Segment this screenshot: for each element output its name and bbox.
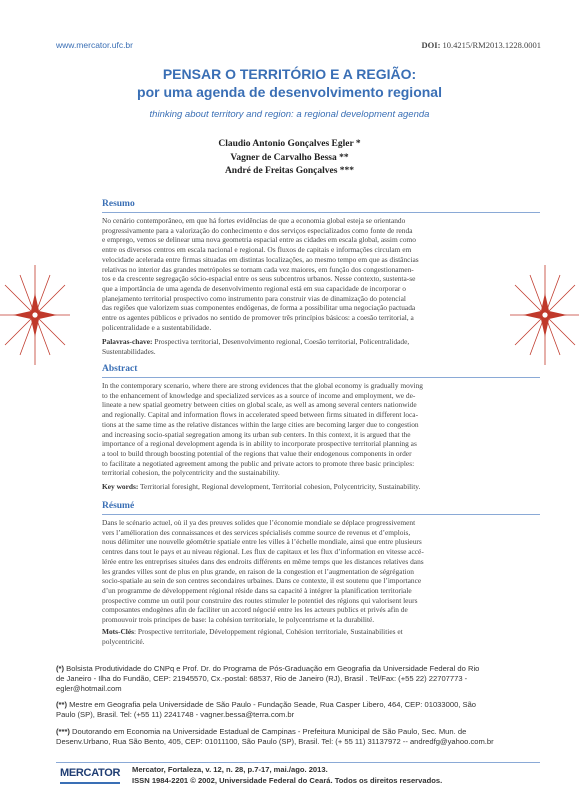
footnote-3: [56, 727, 540, 747]
journal-issn: ISSN 1984-2201 © 2002, Universidade Federal do Ceará. Todos os direitos reservados.: [132, 775, 443, 785]
author-1: Claudio Antonio Gonçalves Egler *: [218, 139, 361, 149]
resume-line: Dans le scénario actuel, où il ya des preuves solides que l’économie mondiale se déplace progressivement: [102, 518, 416, 527]
logo-bar: [60, 782, 120, 784]
resume-line: nous délimiter une nouvelle géométrie spatiale entre les villes à l’échelle mondiale, ainsi que entre plusieurs: [102, 537, 422, 547]
doi-value[interactable]: 10.4215/RM2013.1228.0001: [442, 40, 541, 50]
keywords-text: Prospectiva territorial, Desenvolvimento regional, Coesão territorial, Policentralidade,: [152, 337, 410, 346]
footnote-mark: (**): [56, 700, 67, 709]
resumo-heading: Resumo: [102, 199, 135, 209]
title-line-2: por uma agenda de desenvolvimento regional: [137, 84, 442, 100]
footnote-mark: (*): [56, 664, 65, 673]
footnote-1: [56, 664, 540, 695]
journal-info: [132, 765, 442, 786]
footnote-mark: (***): [56, 727, 70, 736]
footnote-text: Bolsista Produtividade do CNPq e Prof. Dr. do Programa de Pós-Graduação em Geografia da Universidade Federal do Rio: [64, 664, 480, 673]
resume-rule: [102, 514, 540, 515]
resume-line: lérée entre les entreprises situées dans des endroits différents en même temps que les distances relatives dans: [102, 556, 424, 566]
abstract-line: lineate a new spatial geometry between cities on global scale, as well as among several centers nationwide: [102, 400, 417, 410]
authors: [0, 138, 579, 179]
author-3: André de Freitas Gonçalves ***: [224, 166, 355, 176]
abstract-rule: [102, 377, 540, 378]
resumo-line: policentralidade e a sustentabilidade.: [102, 322, 212, 332]
abstract-line: to the enhancement of knowledge and specialized services as a source of income and employment, we de-: [102, 390, 416, 400]
resume-keywords: [102, 627, 540, 646]
resume-line: composantes endogènes afin de faciliter un accord négocié entre les les acteurs publics et privés afin de: [102, 605, 408, 615]
compass-rose-left-icon: [0, 255, 70, 375]
resumo-line: entre os diversos centros em escala nacional e regional. Os fluxos de capitais e informações circulam em: [102, 245, 412, 255]
abstract-body: [102, 381, 540, 478]
resume-line: centres dans tout le pays et au niveau régional. Les flux de capitaux et les flux d’information en vitesse accé-: [102, 547, 424, 557]
doi: [422, 40, 541, 50]
resume-line: d’un programme de développement régional réside dans sa capacité à intégrer la planification territoriale: [102, 585, 412, 595]
resumo-line: e emprego, vemos se delinear uma nova geometria espacial entre as cidades em escala global, assim como: [102, 235, 416, 245]
resumo-line: planejamento territorial prospectivo como instrumento para construir vias de dinamização do potencial: [102, 293, 406, 303]
footnote-text: de Janeiro - Ilha do Fundão, CEP: 21945570, Cx.-postal: 68537, Rio de Janeiro (RJ), Brasil . Tel/Fax: (+55 22) 22707773 -: [56, 674, 468, 684]
abstract-line: to facilitate a negotiated agreement among the public and private actors to promote three basic principles:: [102, 458, 415, 468]
resumo-line: No cenário contemporâneo, em que há fortes evidências de que a economia global esteja se orientando: [102, 216, 406, 225]
abstract-line: In the contemporary scenario, where there are strong evidences that the global economy is gradually moving: [102, 381, 423, 390]
resumo-body: [102, 216, 540, 332]
journal-citation: Mercator, Fortaleza, v. 12, n. 28, p.7-17, mai./ago. 2013.: [132, 765, 328, 774]
abstract-line: and increasing socio-spatial segregation among its urban sub centers. In this context, it is argued that the: [102, 429, 411, 439]
abstract-line: territorial cohesion, the polycentricity and the sustainability.: [102, 468, 280, 478]
resumo-line: das regiões que valorizem suas componentes endógenas, de forma a possibilitar uma negociação pactuada: [102, 303, 416, 313]
journal-url[interactable]: www.mercator.ufc.br: [56, 40, 133, 50]
keywords-text: : Prospective territoriale, Développement régional, Cohésion territoriale, Sustainabilities et: [134, 627, 403, 636]
resume-line: promouvoir trois principes de base: la cohésion territoriale, le polycentrisme et la durabilité.: [102, 615, 375, 625]
footnote-email[interactable]: egler@hotmail.com: [56, 684, 122, 694]
footer-rule: [56, 762, 540, 763]
resume-line: les grandes villes sont de plus en plus grande, en raison de la congestion et l’augmentation de ségrégation: [102, 566, 414, 576]
keywords-text: polycentricité.: [102, 636, 145, 646]
keywords-text: Sustentabilidades.: [102, 346, 156, 356]
resumo-rule: [102, 212, 540, 213]
resumo-line: progressivamente para a valorização do conhecimento e dos serviços especializados como fonte de renda: [102, 225, 413, 235]
footnote-text: Desenv.Urbano, Rua São Bento, 405, CEP: 01011100, São Paulo (SP), Brasil. Tel: (+ 55 11) 31137972 -- andredfg@yahoo.com.br: [56, 737, 494, 747]
abstract-line: importance of a regional development agenda is in ability to incorporate prospective territorial planning as: [102, 439, 417, 449]
resume-heading: Résumé: [102, 501, 135, 511]
mercator-logo: [56, 764, 124, 786]
resumo-line: velocidade acelerada entre firmas situadas em distintas localizações, ao mesmo tempo em que as distâncias: [102, 254, 419, 264]
resumo-line: relativas no interior das grandes metrópoles se tornam cada vez maiores, em função dos congestionamen-: [102, 264, 414, 274]
keywords-label: Mots-Clés: [102, 627, 135, 636]
footnote-2: [56, 700, 540, 720]
abstract-keywords: [102, 482, 540, 492]
keywords-label: Palavras-chave:: [102, 337, 153, 346]
resumo-line: entre os agentes públicos e privados no sentido de promover três princípios básicos: a coesão territorial, a: [102, 313, 414, 323]
footnote-text: Mestre em Geografia pela Universidade de São Paulo - Fundação Seade, Rua Casper Libero, 464, CEP: 01033000, São: [66, 700, 477, 709]
english-title: thinking about territory and region: a regional development agenda: [149, 109, 430, 120]
resume-line: vers l’amélioration des connaissances et des services spécialisés comme source de revenus et d’emplois,: [102, 527, 411, 537]
abstract-line: a tool to build through boosting potential of the regions that value their endogenous components in order: [102, 448, 412, 458]
logo-text: MERCATOR: [60, 767, 121, 779]
resumo-keywords: [102, 337, 540, 356]
footnote-text: Doutorando em Economia na Universidade Estadual de Campinas - Prefeitura Municipal de São Paulo, Sec. Mun. de: [69, 727, 467, 736]
keywords-label: Key words:: [102, 482, 139, 491]
resume-line: prospective comme un outil pour construire des routes stimuler le potentiel des régions qui valorisent leurs: [102, 595, 418, 605]
resume-body: [102, 518, 540, 625]
title-line-1: PENSAR O TERRITÓRIO E A REGIÃO:: [162, 66, 417, 82]
keywords-text: Territorial foresight, Regional development, Territorial cohesion, Polycentricity, Sustainability.: [138, 482, 421, 491]
abstract-line: tions at the same time as the relative distances within the large cities are becoming larger due to congestion: [102, 419, 419, 429]
abstract-heading: Abstract: [102, 364, 138, 374]
doi-label: DOI:: [421, 40, 441, 50]
abstract-line: and regionally. Capital and information flows in accelerated speed between firms situated in different loca-: [102, 410, 419, 420]
resume-line: socio-spatiale au sein de son centres secondaires urbaines. Dans ce contexte, il est soutenu que l’importance: [102, 576, 422, 586]
footnote-text: Paulo (SP), Brasil. Tel: (+55 11) 2241748 - vagner.bessa@terra.com.br: [56, 710, 295, 720]
resumo-line: que a importância de uma agenda de desenvolvimento regional está em sua capacidade de incorporar o: [102, 283, 406, 293]
resumo-line: tos e da crescente segregação sócio-espacial entre os seus subcentros urbanos. Nesse contexto, sustenta-se: [102, 274, 416, 284]
author-2: Vagner de Carvalho Bessa **: [230, 152, 349, 163]
